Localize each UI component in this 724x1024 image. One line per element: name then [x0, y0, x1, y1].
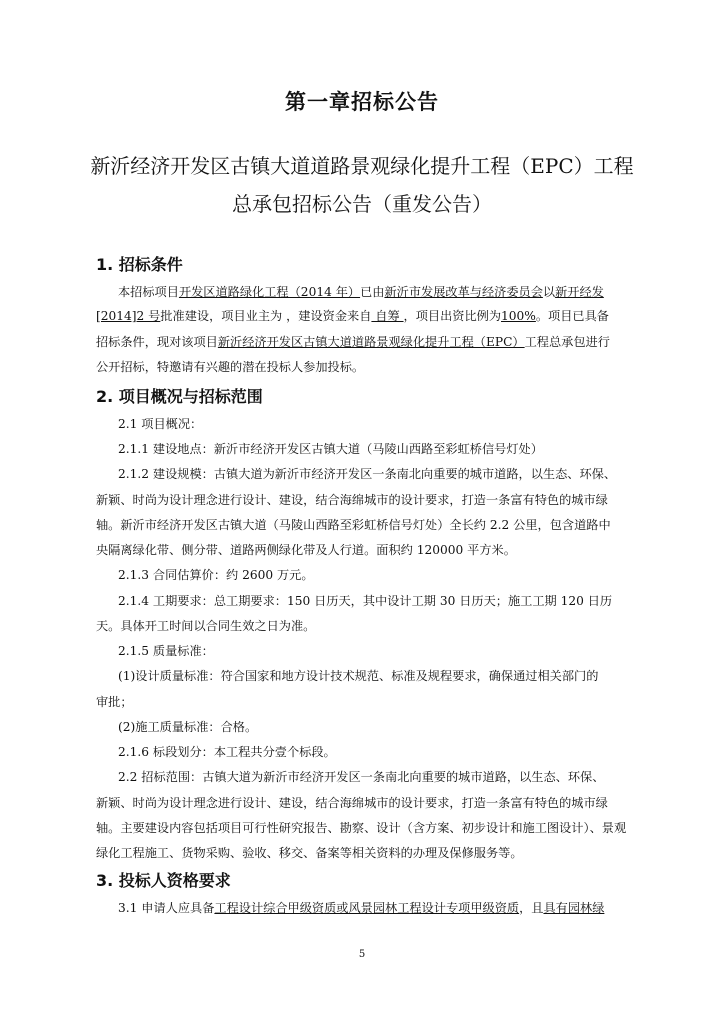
- section-2-line: 新颖、时尚为设计理念进行设计、建设，结合海绵城市的设计要求，打造一条富有特色的城市绿: [96, 796, 608, 810]
- section-2-line: 2.1.6 标段划分：本工程共分壹个标段。: [118, 745, 336, 759]
- section-2-line: 央隔离绿化带、侧分带、道路两侧绿化带及人行道。面积约 120000 平方米。: [96, 543, 516, 557]
- section-2-line: 审批；: [96, 695, 133, 709]
- section-2-line: 2.1.1 建设地点：新沂市经济开发区古镇大道（马陵山西路至彩虹桥信号灯处）: [118, 442, 543, 456]
- section-2-heading: 2. 项目概况与招标范围: [96, 387, 263, 406]
- section-2-line: 轴。主要建设内容包括项目可行性研究报告、勘察、设计（含方案、初步设计和施工图设计）、景观: [96, 821, 627, 835]
- section-2-line: 2.1.5 质量标准：: [118, 644, 214, 658]
- section-2-line: 2.1.3 合同估算价：约 2600 万元。: [118, 568, 314, 582]
- section-2-line: 2.1.2 建设规模：古镇大道为新沂市经济开发区一条南北向重要的城市道路，以生态、环保、: [118, 467, 617, 481]
- chapter-title: 第一章招标公告: [285, 90, 439, 114]
- section-2-line: (2)施工质量标准：合格。: [118, 720, 258, 734]
- section-1-line-1: 本招标项目开发区道路绿化工程（2014 年）已由新沂市发展改革与经济委员会以新开经发: [118, 285, 604, 299]
- section-2-line: 绿化工程施工、货物采购、验收、移交、备案等相关资料的办理及保修服务等。: [96, 846, 523, 860]
- announcement-title-line2: 总承包招标公告（重发公告）: [232, 192, 492, 216]
- announcement-title-line1: 新沂经济开发区古镇大道道路景观绿化提升工程（EPC）工程: [90, 154, 634, 178]
- section-2-line: 2.1 项目概况：: [118, 417, 203, 431]
- section-1-line-4: 公开招标，特邀请有兴趣的潜在投标人参加投标。: [96, 360, 365, 374]
- page-number: 5: [358, 949, 366, 960]
- section-2-line: 2.2 招标范围：古镇大道为新沂市经济开发区一条南北向重要的城市道路，以生态、环保、: [118, 770, 605, 784]
- section-2-line: 新颖、时尚为设计理念进行设计、建设，结合海绵城市的设计要求，打造一条富有特色的城市绿: [96, 493, 608, 507]
- section-1-line-2: [2014]2 号批准建设，项目业主为 ，建设资金来自 自筹 ，项目出资比例为100%。项目已具备: [96, 309, 609, 323]
- section-1-line-3: 招标条件，现对该项目新沂经济开发区古镇大道道路景观绿化提升工程（EPC）工程总承包进行: [96, 335, 610, 349]
- section-3-heading: 3. 投标人资格要求: [96, 871, 231, 890]
- section-3-line-1: 3.1 申请人应具备工程设计综合甲级资质或风景园林工程设计专项甲级资质，且具有园林绿: [118, 901, 605, 915]
- section-2-line: (1)设计质量标准：符合国家和地方设计技术规范、标准及规程要求，确保通过相关部门的: [118, 669, 599, 683]
- section-2-line: 天。具体开工时间以合同生效之日为准。: [96, 619, 316, 633]
- section-1-heading: 1. 招标条件: [96, 255, 183, 274]
- section-2-line: 轴。新沂市经济开发区古镇大道（马陵山西路至彩虹桥信号灯处）全长约 2.2 公里，包含道路中: [96, 518, 611, 532]
- section-2-line: 2.1.4 工期要求：总工期要求：150 日历天，其中设计工期 30 日历天；施工工期 120 日历: [118, 594, 613, 608]
